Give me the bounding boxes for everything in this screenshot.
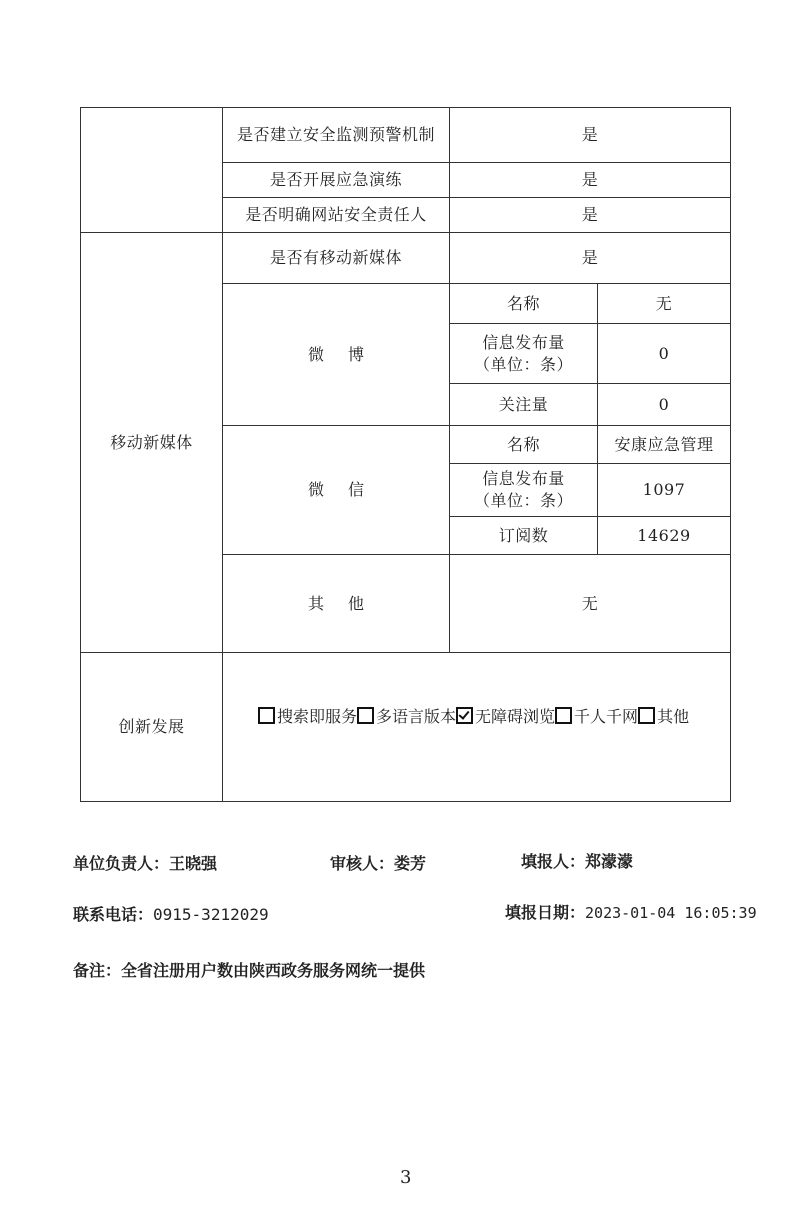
row-drill-value: 是: [581, 170, 599, 189]
wechat-label: [223, 426, 449, 554]
checkbox-icon[interactable]: [258, 707, 275, 724]
weibo-follows-value: 0: [658, 394, 670, 414]
reviewer-value: 娄芳: [394, 854, 427, 873]
unit-head: [73, 851, 217, 874]
option-text: 其他: [657, 706, 690, 726]
has-mobile-label: 是否有移动新媒体: [269, 248, 402, 267]
option-other[interactable]: [638, 704, 689, 727]
weibo-follows-label: 关注量: [498, 394, 549, 414]
has-mobile-value: 是: [581, 248, 599, 267]
row-monitoring-label: [232, 108, 440, 162]
other-value: 无: [581, 593, 599, 613]
weibo-label: [223, 284, 449, 425]
checkbox-checked-icon[interactable]: [456, 707, 473, 724]
phone-label: 联系电话：: [73, 905, 154, 924]
row-drill-label: 是否开展应急演练: [269, 170, 402, 189]
row-monitoring-value: 是: [581, 125, 599, 144]
option-multilingual[interactable]: [357, 704, 456, 727]
mobile-section-label: 移动新媒体: [110, 432, 193, 452]
reviewer-label: 审核人：: [330, 854, 395, 873]
option-search-as-service[interactable]: [258, 704, 357, 727]
weibo-posts-value: 0: [658, 343, 670, 363]
innovation-label: 创新发展: [118, 717, 185, 736]
option-personalized[interactable]: [555, 704, 638, 727]
fill-date: [505, 900, 757, 923]
unit-head-value: 王晓强: [169, 854, 218, 873]
wechat-posts-label: 信息发布量 （单位：条）: [473, 469, 573, 510]
page-number: 3: [400, 1167, 412, 1188]
weibo-name-label: 名称: [506, 293, 540, 313]
innovation-options: [258, 704, 689, 726]
monitoring-label-text: 是否建立安全监测预警机制: [236, 125, 435, 144]
unit-head-label: 单位负责人：: [73, 854, 170, 873]
option-text: 多语言版本: [376, 706, 457, 726]
wechat-posts-value: 1097: [642, 480, 686, 499]
option-text: 千人千网: [574, 706, 639, 726]
other-label: [223, 555, 449, 652]
date-value: 2023-01-04 16:05:39: [585, 904, 757, 922]
wechat-name-value: 安康应急管理: [614, 434, 714, 454]
wechat-name-label: 名称: [506, 434, 540, 454]
checkbox-icon[interactable]: [555, 707, 572, 724]
checkbox-icon[interactable]: [357, 707, 374, 724]
filler: [521, 849, 633, 872]
checkbox-icon[interactable]: [638, 707, 655, 724]
option-text: 搜索即服务: [277, 706, 358, 726]
other-label-text: 其他: [307, 593, 388, 613]
weibo-name-value: 无: [655, 293, 673, 313]
date-label: 填报日期：: [505, 903, 586, 922]
wechat-label-text: 微信: [307, 480, 388, 499]
reviewer: [330, 851, 426, 874]
row-responsible-label: 是否明确网站安全责任人: [245, 205, 427, 224]
weibo-label-text: 微博: [307, 344, 388, 364]
row-responsible-value: 是: [581, 205, 599, 224]
option-text: 无障碍浏览: [475, 706, 556, 726]
note: 备注：全省注册用户数由陕西政务服务网统一提供: [73, 961, 426, 980]
weibo-posts-label: 信息发布量 （单位：条）: [473, 332, 573, 374]
wechat-subs-value: 14629: [637, 525, 691, 545]
phone: [73, 902, 269, 925]
filler-value: 郑濛濛: [585, 852, 634, 871]
filler-label: 填报人：: [521, 852, 586, 871]
wechat-subs-label: 订阅数: [498, 525, 549, 545]
phone-value: 0915-3212029: [153, 905, 269, 924]
option-accessibility[interactable]: [456, 704, 555, 727]
